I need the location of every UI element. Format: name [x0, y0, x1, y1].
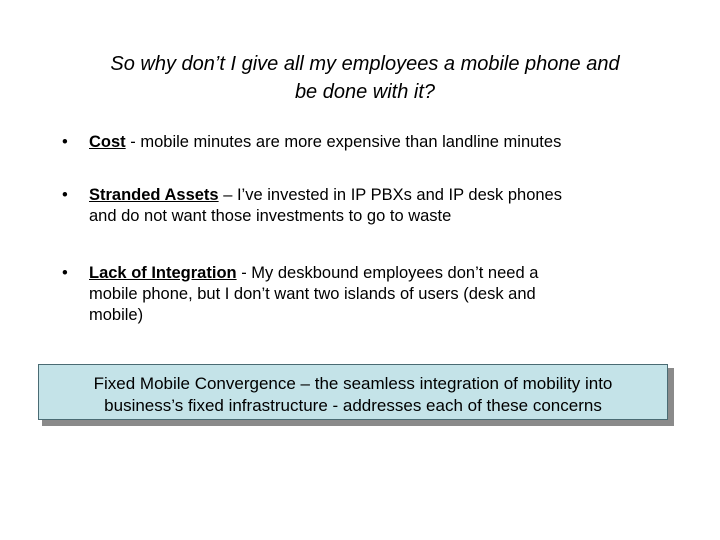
callout-line-2: business’s fixed infrastructure - addresses each of these concerns [104, 396, 602, 415]
bullet-line: and do not want those investments to go to waste [89, 207, 452, 225]
bullet-term: Cost [89, 133, 126, 151]
bullet-line-text: My deskbound employees don’t need a [251, 264, 539, 282]
bullet-line [89, 132, 649, 153]
bullet-term: Lack of Integration [89, 264, 237, 282]
bullet-line-text: mobile minutes are more expensive than landline minutes [140, 133, 562, 151]
bullet-text [89, 185, 649, 227]
slide-title [40, 50, 690, 106]
slide-title-line-1: So why don’t I give all my employees a mobile phone and [110, 53, 620, 75]
bullet-separator: - [125, 133, 141, 151]
callout-box [38, 364, 668, 420]
bullet-marker: • [62, 133, 68, 151]
bullet-line: mobile) [89, 306, 144, 324]
bullet-term: Stranded Assets [89, 186, 219, 204]
bullet-line [89, 185, 649, 206]
callout-text [39, 373, 667, 417]
bullet-text [89, 263, 649, 326]
bullet-marker: • [62, 186, 68, 204]
bullet-marker: • [62, 264, 68, 282]
bullet-separator: - [236, 264, 252, 282]
bullet-line-text: I’ve invested in IP PBXs and IP desk phones [236, 186, 562, 204]
bullet-line: mobile phone, but I don’t want two islands of users (desk and [89, 285, 536, 303]
bullet-line [89, 263, 649, 284]
bullet-separator: – [218, 186, 237, 204]
callout-line-1: Fixed Mobile Convergence – the seamless integration of mobility into [93, 374, 613, 393]
bullet-text [89, 132, 649, 153]
slide-title-line-2: be done with it? [294, 81, 436, 103]
